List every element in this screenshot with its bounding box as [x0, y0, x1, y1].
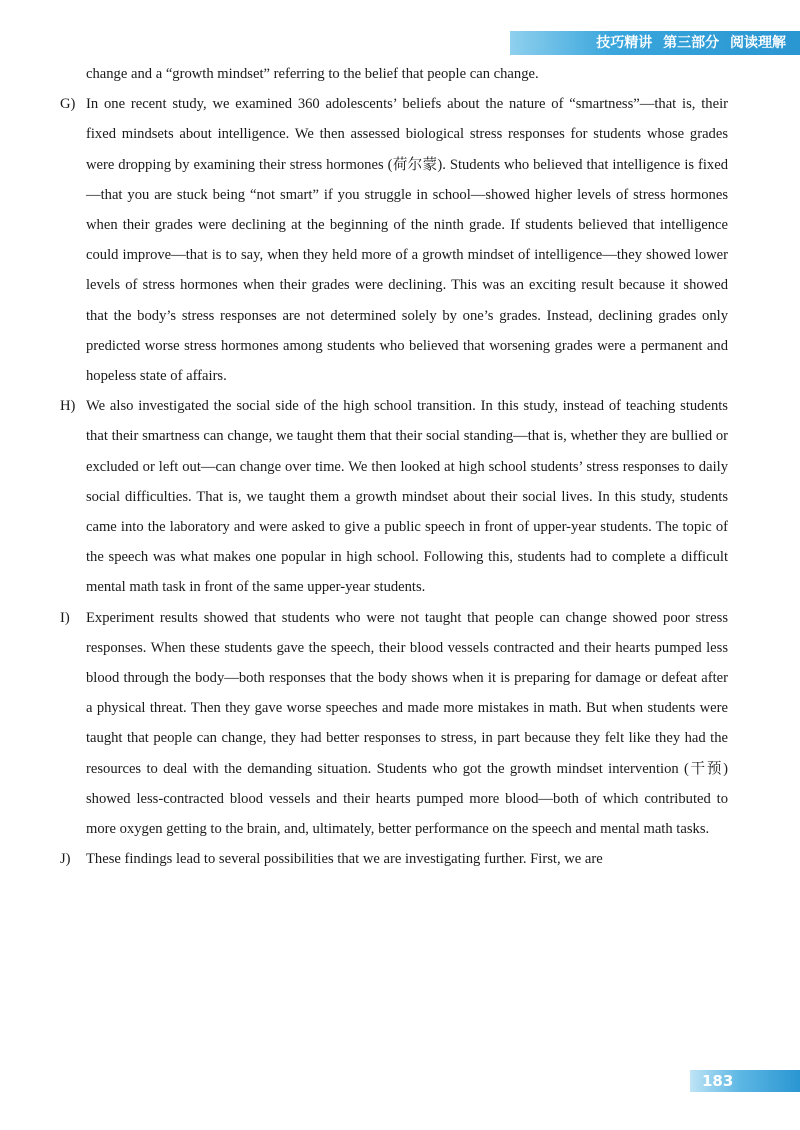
paragraph-j: [60, 844, 728, 874]
paragraph-h-text: We also investigated the social side of the high school transition. In this study, instead of teaching students that their smartness can change, we taught them that their social standing—that is, whether they are bullied or excluded or left out—can change over time. We then looked at high school students’ stress responses to daily social difficulties. That is, we taught them a growth mindset about their social lives. In this study, students came into the laboratory and were asked to give a public speech in front of upper-year students. The topic of the speech was what makes one popular in high school. Following this, students had to complete a difficult mental math task in front of the same upper-year students.: [86, 398, 728, 596]
paragraph-intro-text: change and a “growth mindset” referring to the belief that people can change.: [86, 66, 539, 82]
paragraph-label-i: I): [60, 609, 70, 626]
section-header-bar: [510, 31, 800, 55]
page-number-bar: [690, 1070, 800, 1092]
paragraph-label-j: J): [60, 851, 71, 868]
paragraph-label-g: G): [60, 96, 76, 113]
paragraph-g-text: In one recent study, we examined 360 adolescents’ beliefs about the nature of “smartness”—that is, their fixed mindsets about intelligence. We then assessed biological stress responses for students whose grades were dropping by examining their stress hormones (荷尔蒙). Students who believed that intelligence is fixed—that you are stuck being “not smart” if you struggle in school—showed higher levels of stress hormones when their grades were declining at the beginning of the ninth grade. If students believed that intelligence could improve—that is to say, when they held more of a growth mindset of intelligence—they showed lower levels of stress hormones when their grades were declining. This was an exciting result because it showed that the body’s stress responses are not determined solely by one’s grades. Instead, declining grades only predicted worse stress hormones among students who believed that worsening grades were a permanent and hopeless state of affairs.: [86, 96, 728, 385]
reading-passage: [60, 59, 728, 874]
paragraph-continuation: [60, 59, 728, 89]
paragraph-g: [60, 89, 728, 391]
section-header-text: 技巧精讲 第三部分 阅读理解: [596, 35, 786, 51]
paragraph-i-text: Experiment results showed that students who were not taught that people can change showed poor stress responses. When these students gave the speech, their blood vessels contracted and their hearts pumped less blood through the body—both responses that the body shows when it is preparing for damage or defeat after a physical threat. Then they gave worse speeches and made more mistakes in math. But when students were taught that people can change, they had better responses to stress, in part because they felt like they had the resources to deal with the demanding situation. Students who got the growth mindset intervention (干预) showed less-contracted blood vessels and their hearts pumped more blood—both of which contributed to more oxygen getting to the brain, and, ultimately, better performance on the speech and mental math tasks.: [86, 609, 728, 838]
paragraph-j-text: These findings lead to several possibilities that we are investigating further. First, we are: [86, 851, 603, 868]
paragraph-i: [60, 603, 728, 845]
page-number: 183: [702, 1072, 734, 1090]
paragraph-h: [60, 391, 728, 602]
paragraph-label-h: H): [60, 398, 76, 415]
